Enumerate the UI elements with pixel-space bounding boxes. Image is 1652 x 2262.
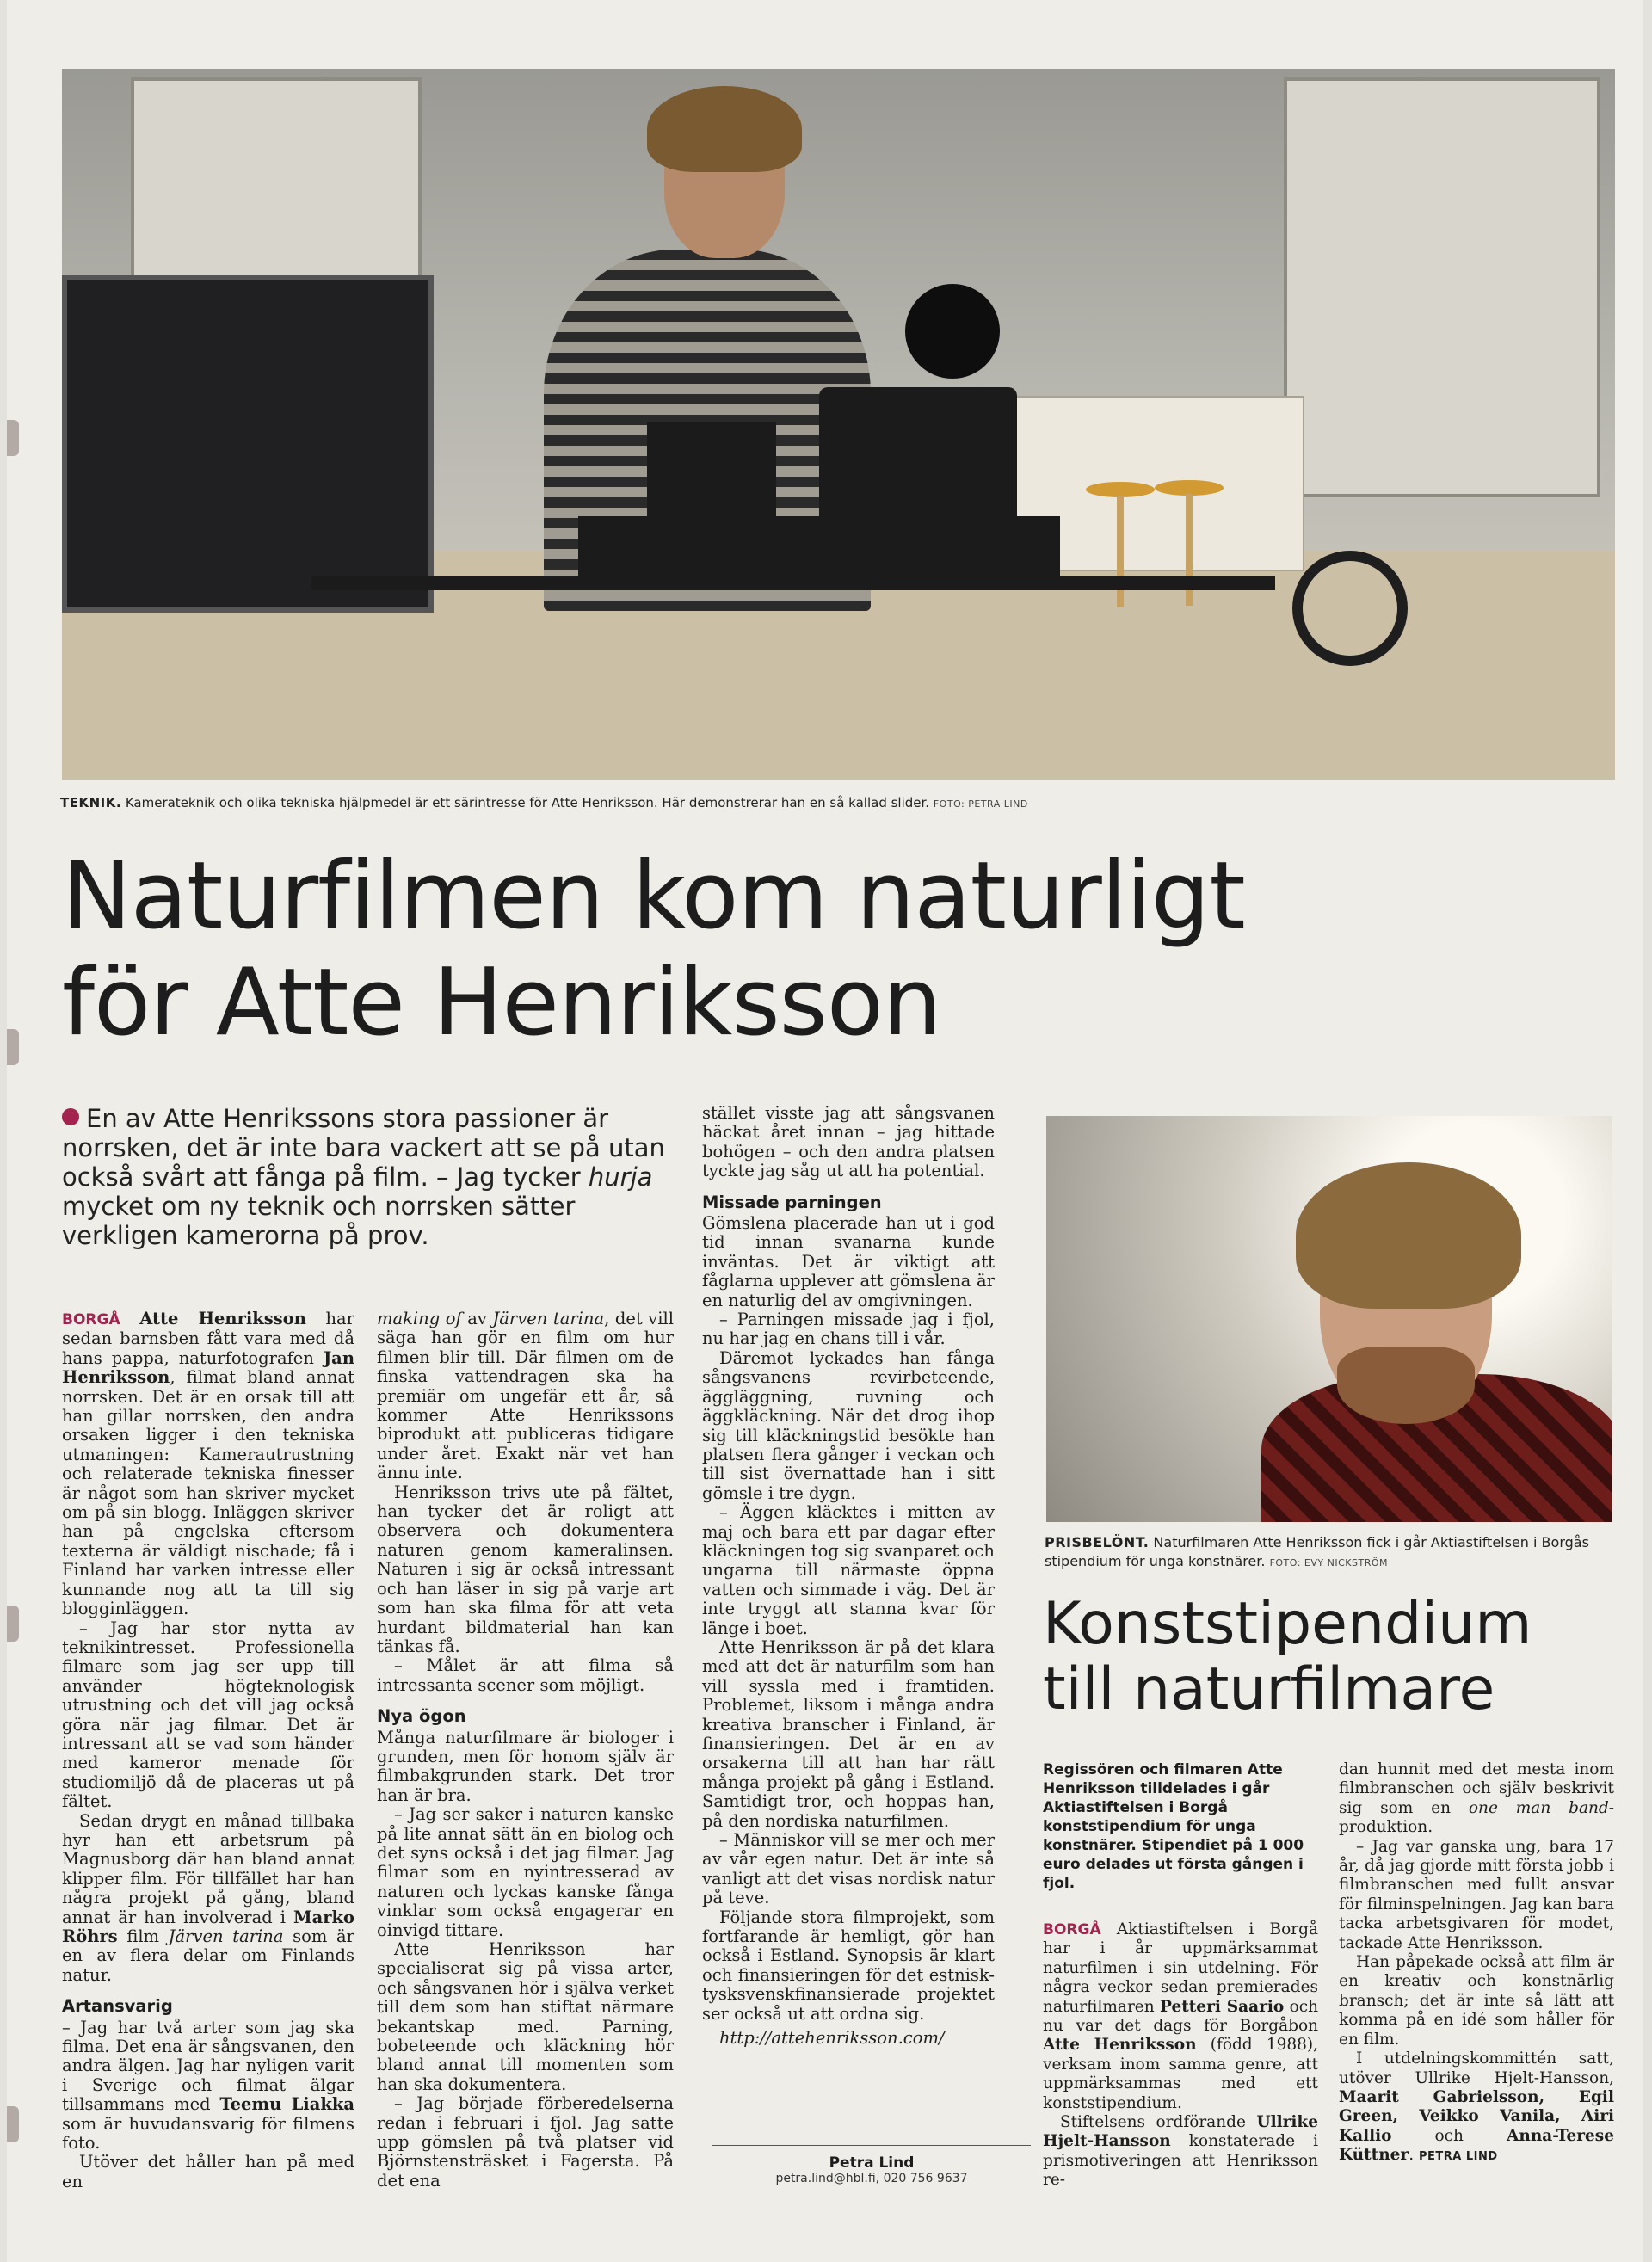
portrait-caption bbox=[1045, 1533, 1616, 1573]
portrait-hair bbox=[1296, 1162, 1521, 1309]
byline-divider bbox=[712, 2145, 1031, 2146]
side-story-lead: Regissören och filmaren Atte Henriksson tilldelades i går Aktiastiftelsen i Borgå konststipendium för unga konstnärer. Stipendiet på 1 000 euro delades ut första gången i fjol. bbox=[1043, 1761, 1304, 1892]
bullet-dot-icon bbox=[62, 1108, 79, 1125]
paragraph bbox=[62, 2019, 354, 2154]
text: – Jag har två arter som jag ska filma. Det ena är sångsvanen, den andra älgen. Jag har nyligen varit i Sverige och filmat älgar tillsammans med bbox=[62, 2017, 354, 2115]
paragraph: Atte Henriksson har specialiserat sig på vissa arter, och sångsvanen hör i själva verket till dem som han stiftat närmare bekantskap med. Parning, bobeteende och kläckning hör bland annat till momenten som han ska dokumentera. bbox=[377, 1939, 674, 2094]
caption-label: TEKNIK. bbox=[60, 795, 122, 810]
author-name: Petra Lind bbox=[829, 2154, 915, 2172]
text: film bbox=[117, 1926, 169, 1946]
article-column-1 bbox=[62, 1310, 354, 2191]
stool-leg bbox=[1117, 496, 1124, 607]
author-signature: PETRA LIND bbox=[1418, 2150, 1498, 2164]
subheading: Nya ögon bbox=[377, 1706, 466, 1727]
dateline: BORGÅ bbox=[1043, 1921, 1101, 1938]
main-headline bbox=[62, 843, 1619, 1057]
newspaper-page bbox=[7, 0, 1643, 2262]
paragraph bbox=[1043, 1920, 1318, 2113]
paragraph bbox=[377, 1310, 674, 1483]
text: -produktion. bbox=[1339, 1798, 1614, 1837]
film-title: Järven tarina bbox=[492, 1309, 605, 1328]
microphone-windscreen bbox=[905, 284, 1000, 379]
text: Aktiastiftelsen i Borgå har i år uppmärksammat naturfilmen i sin utdelning. För några veckor sedan premierades naturfilmaren bbox=[1043, 1920, 1318, 2016]
text: som är huvudansvarig för filmens foto. bbox=[62, 2113, 354, 2154]
author-contact: petra.lind@hbl.fi, 020 756 9637 bbox=[775, 2172, 968, 2185]
top-photo-studio bbox=[62, 69, 1615, 780]
text: Sedan drygt en månad tillbaka hyr han ett arbetsrum på Magnusborg där han bland annat klipper film. För tillfället har han några projekt på gång, bland annat är han involverad i bbox=[62, 1810, 354, 1927]
text: som är en av flera delar om Finlands natur. bbox=[62, 1926, 354, 1985]
dateline: BORGÅ bbox=[62, 1311, 120, 1328]
text: , filmat bland annat norrsken. Det är en orsak till att han gillar norrsken, den andra orsaken ligger i den tekniska utmaningen: Kamerautrustning och relaterade tekniska finesser är något som han skriver mycket om på sin blogg. Inläggen skriver han på engelska eftersom texterna är väldigt nischade; få i Finland har varken intresse eller kunnande nog att ta till sig blogginläggen. bbox=[62, 1367, 354, 1619]
paragraph: – Jag var ganska ung, bara 17 år, då jag gjorde mitt första jobb i filmbranschen med fullt ansvar för filminspelningen. Jag kan bara tacka arbetsgivaren för modet, tackade Atte Henriksson. bbox=[1339, 1837, 1614, 1952]
paragraph: Däremot lyckades han fånga sångsvanens revirbeteende, äggläggning, ruvning och äggkläckning. När det drog ihop sig till kläckningstid besökte han platsen flera gånger i veckan och till sist övernattade han i sitt gömsle i tre dygn. bbox=[702, 1347, 995, 1503]
paragraph: Följande stora filmprojekt, som fortfarande är hemligt, gör han också i Estland. Synopsis är klart och finansieringen för det estnisk-tysksvenskfinansierade projektet ser också ut att ordna sig. bbox=[702, 1907, 995, 2024]
text: dan hunnit med det mesta inom filmbranschen och själv beskrivit sig som en bbox=[1339, 1760, 1614, 1817]
paragraph: Gömslena placerade han ut i god tid innan svanarna kunde inväntas. Det är viktigt att fåglarna upplever att gömslena är en naturlig del av omgivningen. bbox=[702, 1213, 995, 1310]
binder-hole bbox=[7, 1029, 19, 1065]
paragraph: Henriksson trivs ute på fältet, han tycker det är roligt att observera och dokumentera naturen genom kameralinsen. Naturen i sig är också intressant och han läser in sig på varje art som han ska filma för att veta hurdant bildmaterial han kan tänkas få. bbox=[377, 1482, 674, 1656]
paragraph: – Parningen missade jag i fjol, nu har jag en chans till i vår. bbox=[702, 1310, 995, 1349]
top-photo-caption bbox=[60, 795, 1626, 810]
subheading: Missade parningen bbox=[702, 1192, 882, 1212]
text: making of bbox=[377, 1309, 462, 1328]
paragraph: – Målet är att filma så intressanta scener som möjligt. bbox=[377, 1655, 674, 1695]
person-name: Atte Henriksson bbox=[1043, 2036, 1197, 2055]
text: och nu var det dags för Borgåbon bbox=[1043, 1997, 1318, 2036]
text: (född 1988), verksam inom samma genre, att uppmärksammas med ett konststipendium. bbox=[1043, 2036, 1319, 2112]
paragraph bbox=[62, 1310, 354, 1619]
side-story-headline bbox=[1043, 1592, 1611, 1723]
film-title: Järven tarina bbox=[168, 1926, 284, 1946]
text: one man band bbox=[1468, 1798, 1609, 1817]
paragraph: Många naturfilmare är biologer i grunden, men för honom själv är filmbakgrunden stark. Det tror han är bra. bbox=[377, 1727, 674, 1805]
person-name: Teemu Liakka bbox=[219, 2094, 354, 2115]
caption-text: Kamerateknik och olika tekniska hjälpmedel är ett särintresse för Atte Henriksson. Här demonstrerar han en så kallad slider. bbox=[125, 795, 930, 810]
person-hair bbox=[647, 86, 802, 172]
headline-line-2: för Atte Henriksson bbox=[62, 949, 941, 1057]
caption-label: PRISBELÖNT. bbox=[1045, 1534, 1150, 1550]
lead-emphasis: hurja bbox=[588, 1162, 653, 1192]
text: har sedan barnsben fått vara med då hans pappa, naturfotografen bbox=[62, 1309, 354, 1368]
lead-paragraph bbox=[62, 1104, 686, 1250]
person-name: Anna-Terese Küttner bbox=[1339, 2126, 1614, 2165]
equipment-case bbox=[62, 275, 434, 613]
bicycle-wheel bbox=[1292, 551, 1408, 666]
portrait-beard bbox=[1337, 1347, 1475, 1424]
text: I utdelningskommittén satt, utöver Ullrike Hjelt-Hansson, bbox=[1339, 2049, 1614, 2087]
side-story-column-2 bbox=[1339, 1760, 1614, 2167]
paragraph: – Äggen kläcktes i mitten av maj och bara ett par dagar efter kläckningen tog sig svanparet och ungarna till närmaste öppna vatten och simmade i väg. Det är inte tryggt att stanna kvar för länge i boet. bbox=[702, 1502, 995, 1638]
binder-hole bbox=[7, 420, 19, 456]
camera bbox=[819, 387, 1017, 525]
text: , det vill säga han gör en film om hur filmen blir till. Där filmen om de finska vattendragen ska ha premiär om ungefär ett år, så kommer Atte Henrikssons biprodukt att publiceras tidigare under året. Exakt när vet han ännu inte. bbox=[377, 1309, 674, 1483]
paragraph: – Jag började förberedelserna redan i februari i fjol. Jag satte upp gömslen på två platser vid Björnstensträsket i Fagersta. På det ena bbox=[377, 2093, 674, 2191]
person-name: Ullrike Hjelt-Hansson bbox=[1043, 2113, 1318, 2151]
paragraph: Han påpekade också att film är en kreativ och konstnärlig bransch; det är inte så lätt att komma på en idé som håller för en film. bbox=[1339, 1953, 1614, 2049]
subheading: Artansvarig bbox=[62, 1996, 173, 2017]
wall-panel bbox=[1284, 77, 1600, 497]
person-name: Atte Henriksson bbox=[139, 1309, 306, 1328]
paragraph: – Jag har stor nytta av teknikintresset. Professionella filmare som jag ser upp till använder högteknologisk utrustning och det vill jag också göra när jag filmar. Det är intressant att se vad som händer med kameror menade för studiomiljö då de placeras ut på fältet. bbox=[62, 1618, 354, 1812]
text: konstaterade i prismotiveringen att Henriksson re- bbox=[1043, 2132, 1318, 2190]
paragraph: stället visste jag att sångsvanen häckat året innan – jag hittade bohögen – och den andra platsen tyckte jag såg ut att ha potential. bbox=[702, 1103, 995, 1181]
lead-text: mycket om ny teknik och norrsken sätter verkligen kamerorna på prov. bbox=[62, 1192, 576, 1250]
photo-credit: FOTO: EVY NICKSTRÖM bbox=[1269, 1557, 1388, 1569]
headline-line-1: Konststipendium bbox=[1043, 1590, 1532, 1658]
paragraph: Utöver det håller han på med en bbox=[62, 2152, 354, 2191]
lead-text: En av Atte Henrikssons stora passioner är norrsken, det är inte bara vackert att se på utan också svårt att fånga på film. – Jag tycker bbox=[62, 1104, 665, 1192]
person-name: Marko Röhrs bbox=[62, 1907, 354, 1946]
binder-hole bbox=[7, 1606, 19, 1642]
paragraph bbox=[1043, 2113, 1318, 2191]
headline-line-1: Naturfilmen kom naturligt bbox=[62, 842, 1245, 950]
monitor bbox=[647, 422, 776, 551]
caption-text: Naturfilmaren Atte Henriksson fick i går Aktiastiftelsen i Borgås stipendium för unga konstnärer. bbox=[1045, 1534, 1589, 1569]
text: och bbox=[1391, 2126, 1507, 2145]
website-link[interactable]: http://attehenriksson.com/ bbox=[719, 2028, 945, 2049]
article-column-3 bbox=[702, 1104, 995, 2049]
person-name: Petteri Saario bbox=[1160, 1997, 1285, 2016]
paragraph: I utdelningskommittén satt, utöver Ullrike Hjelt-Hansson, Maarit Gabrielsson, Egil Green, Veikko Vanila, Airi Kallio och Anna-Terese Küttner. PETRA LIND bbox=[1339, 2049, 1614, 2165]
person-name: Jan Henriksson bbox=[62, 1347, 354, 1388]
slider-rail bbox=[311, 576, 1275, 590]
paragraph: – Människor vill se mer och mer av vår egen natur. Det är inte så vanligt att det visas nordisk natur på teve. bbox=[702, 1830, 995, 1908]
binder-hole bbox=[7, 2106, 19, 2142]
text: av bbox=[461, 1309, 493, 1328]
paragraph bbox=[62, 1812, 354, 1986]
headline-line-2: till naturfilmare bbox=[1043, 1655, 1495, 1723]
side-story-column-1 bbox=[1043, 1920, 1318, 2191]
portrait-photo bbox=[1046, 1116, 1612, 1522]
paragraph: – Jag ser saker i naturen kanske på lite annat sätt än en biolog och det syns också i det jag filmar. Jag filmar som en nyintresserad av naturen och lyckas kanske fånga vinklar som också engagerar en oinvigd tittare. bbox=[377, 1804, 674, 1940]
paragraph bbox=[1339, 1760, 1614, 1838]
paragraph: Atte Henriksson är på det klara med att det är naturfilm som han vill syssla med i framtiden. Problemet, liksom i många andra kreativa branscher i Finland, är finansieringen. Det är en av orsakerna till att han har rätt många projekt på gång i Estland. Samtidigt tror, och hoppas han, på den nordiska naturfilmen. bbox=[702, 1636, 995, 1831]
article-column-2 bbox=[377, 1310, 674, 2191]
byline bbox=[712, 2154, 1031, 2185]
person-names: Maarit Gabrielsson, Egil Green, Veikko Vanila, Airi Kallio bbox=[1339, 2087, 1614, 2145]
photo-credit: FOTO: PETRA LIND bbox=[933, 798, 1028, 810]
text: Stiftelsens ordförande bbox=[1060, 2113, 1257, 2132]
